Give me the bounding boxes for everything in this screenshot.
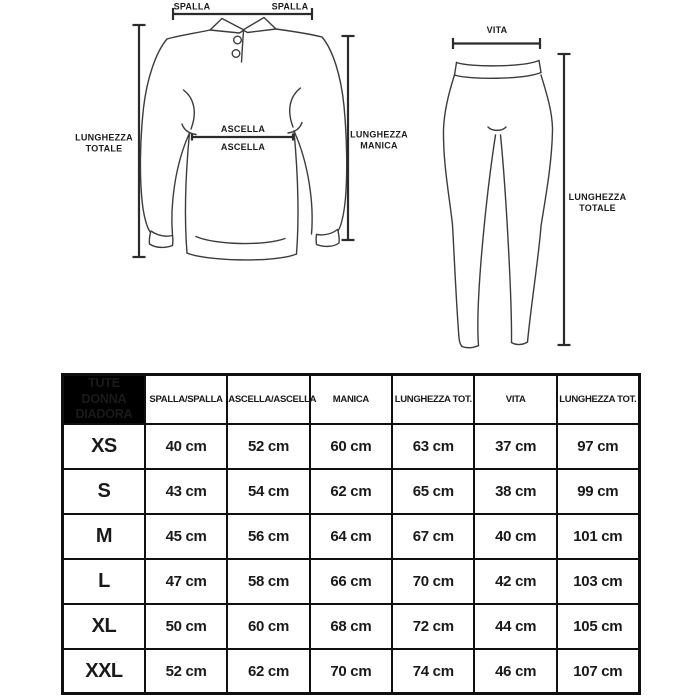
size-label: XL (63, 604, 145, 649)
measure-value: 107 cm (557, 649, 639, 694)
size-label: S (63, 469, 145, 514)
armpit-label-top: ASCELLA (220, 124, 266, 134)
sweatshirt-diagram-icon (140, 18, 346, 260)
top-total-length-label-line2: TOTALE (85, 143, 123, 154)
measure-value: 38 cm (474, 469, 556, 514)
measure-value: 54 cm (227, 469, 309, 514)
pants-total-length-label-line1: LUNGHEZZA (568, 192, 627, 202)
measure-value: 40 cm (474, 514, 556, 559)
armpit-measure-line (192, 134, 293, 141)
measure-value: 62 cm (310, 469, 392, 514)
measure-value: 68 cm (310, 604, 392, 649)
measure-value: 52 cm (145, 649, 227, 694)
measure-value: 45 cm (145, 514, 227, 559)
armpit-label-bottom: ASCELLA (220, 142, 266, 152)
shoulder-label-left: SPALLA (173, 1, 211, 12)
pants-total-length-label-line2: TOTALE (579, 203, 616, 213)
size-table (61, 373, 641, 695)
measure-value: 37 cm (474, 424, 556, 469)
table-row-xxl (63, 649, 640, 694)
brand-title-line2: DIADORA (75, 407, 133, 422)
measure-value: 40 cm (145, 424, 227, 469)
shoulder-label-right: SPALLA (271, 1, 309, 12)
column-header-manica: MANICA (310, 375, 392, 424)
size-label: L (63, 559, 145, 604)
waist-label: VITA (486, 25, 508, 35)
measure-value: 99 cm (557, 469, 639, 514)
column-header-lunghezza-pants: LUNGHEZZA TOT. (557, 375, 639, 424)
measure-value: 63 cm (392, 424, 474, 469)
sleeve-length-label-line1: LUNGHEZZA (350, 129, 408, 140)
table-row-l (63, 559, 640, 604)
measure-value: 46 cm (474, 649, 556, 694)
sleeve-length-label-line2: MANICA (360, 140, 398, 151)
size-label: XXL (63, 649, 145, 694)
measure-value: 42 cm (474, 559, 556, 604)
measure-value: 66 cm (310, 559, 392, 604)
waist-measure-line (453, 38, 540, 49)
measure-value: 103 cm (557, 559, 639, 604)
measure-value: 101 cm (557, 514, 639, 559)
measure-value: 60 cm (227, 604, 309, 649)
table-row-m (63, 514, 640, 559)
measure-value: 105 cm (557, 604, 639, 649)
table-row-xl (63, 604, 640, 649)
measure-value: 72 cm (392, 604, 474, 649)
column-header-spalla: SPALLA/SPALLA (145, 375, 227, 424)
measure-value: 97 cm (557, 424, 639, 469)
measure-value: 44 cm (474, 604, 556, 649)
top-total-length-label-line1: LUNGHEZZA (75, 132, 133, 143)
measure-value: 67 cm (392, 514, 474, 559)
table-header-row (63, 375, 640, 424)
measure-value: 56 cm (227, 514, 309, 559)
measure-value: 52 cm (227, 424, 309, 469)
column-header-lunghezza-top: LUNGHEZZA TOT. (392, 375, 474, 424)
table-row-xs (63, 424, 640, 469)
size-label: M (63, 514, 145, 559)
measure-value: 60 cm (310, 424, 392, 469)
measure-value: 74 cm (392, 649, 474, 694)
measure-value: 43 cm (145, 469, 227, 514)
table-row-s (63, 469, 640, 514)
measure-value: 50 cm (145, 604, 227, 649)
brand-title-cell (63, 375, 145, 424)
brand-title-line1: TUTE DONNA (81, 376, 127, 406)
measure-value: 70 cm (392, 559, 474, 604)
measure-value: 70 cm (310, 649, 392, 694)
measure-value: 65 cm (392, 469, 474, 514)
pants-diagram-icon (443, 61, 552, 348)
measure-value: 62 cm (227, 649, 309, 694)
column-header-vita: VITA (474, 375, 556, 424)
measure-value: 64 cm (310, 514, 392, 559)
size-label: XS (63, 424, 145, 469)
measure-value: 47 cm (145, 559, 227, 604)
measure-value: 58 cm (227, 559, 309, 604)
column-header-ascella: ASCELLA/ASCELLA (227, 375, 309, 424)
total-length-measure-line-top (133, 25, 146, 257)
